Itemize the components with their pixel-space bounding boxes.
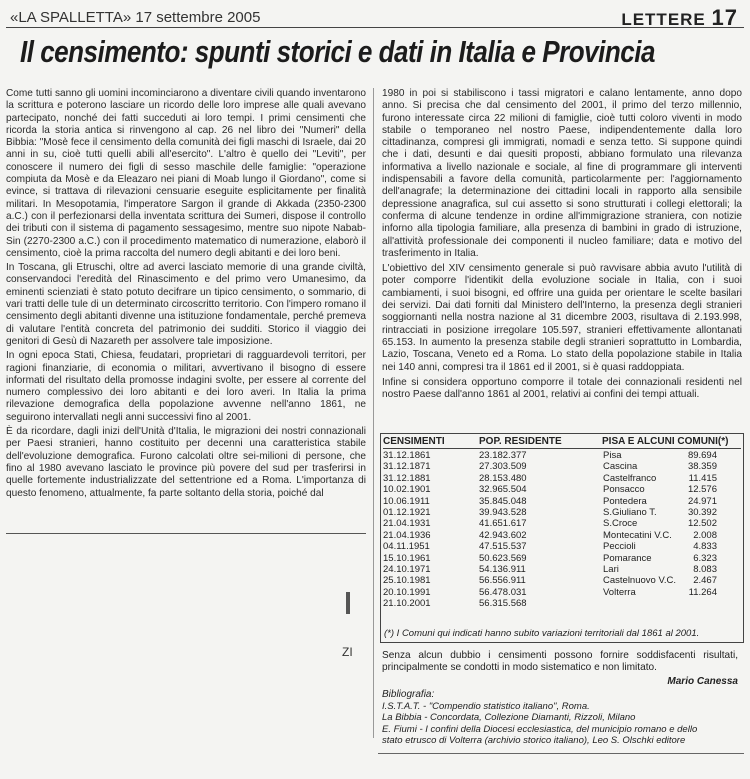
table-row	[383, 484, 741, 495]
census-date: 25.10.1981	[383, 575, 431, 587]
census-date: 31.12.1881	[383, 472, 431, 484]
table-row	[383, 461, 741, 472]
comune-population: 2.008	[693, 529, 717, 541]
census-population: 28.153.480	[479, 472, 527, 484]
masthead-divider	[6, 27, 744, 28]
comune-name: Castelfranco	[603, 472, 657, 484]
census-population: 32.965.504	[479, 484, 527, 496]
census-date: 21.04.1931	[383, 518, 431, 530]
census-population: 56.478.031	[479, 586, 527, 598]
census-population: 56.556.911	[479, 575, 526, 587]
left-paragraph: È da ricordare, dagli inizi dell'Unità d'Italia, le migrazioni dei nostri connazionali per Paesi stranieri, hanno costituito per decenni una caratteristica stabile dell'evoluzione demografica. Furono calcolati oltre sei-milioni di persone, che fino al 1980 avevano lasciato le province più povere del sud per trasferirsi in quelle fortemente industrializzate del settentrione ed a Roma. L'importanza di questo fenomeno, attualmente, fa parte soltanto della storia, poiché dal	[6, 426, 366, 499]
left-paragraph: In ogni epoca Stati, Chiesa, feudatari, proprietari di ragguardevoli territori, per ragioni finanziarie, di economia o militari, avvertivano il bisogno di essere informati del risultato della promosse indagini svolte, per essere al corrente del numero complessivo dei loro abitanti e dei loro averi. In Italia la prima rilevazione demografica della popolazione avvenne nell'anno 1861, ne seguirono intervallati negli anni successivi fino al 2001.	[6, 350, 366, 423]
closing-paragraph: Senza alcun dubbio i censimenti possono fornire soddisfacenti risultati, principalmente se condotti in modo sistematico e non limitato.	[382, 650, 738, 674]
masthead-left	[10, 9, 260, 26]
table-row	[383, 450, 741, 461]
comune-name: Ponsacco	[603, 484, 645, 496]
bibliography-entry: stato etrusco di Volterra (archivio storico italiano), Leo S. Olschki editore	[382, 734, 686, 746]
comune-name: Cascina	[603, 461, 638, 473]
comune-population: 11.264	[688, 586, 717, 598]
census-date: 10.02.1901	[383, 484, 431, 496]
table-row	[383, 575, 741, 586]
comune-name: Montecatini V.C.	[603, 529, 672, 541]
right-paragraph: 1980 in poi si stabiliscono i tassi migratori e calano lentamente, anno dopo anno. Si precisa che dal censimento del 2001, il primo del terzo millennio, furono interessate circa 22 milioni di famiglie, cioè tutti coloro viventi in modo stabile o temporaneo nel nostro Paese, indipendentemente dalla loro cittadinanza, compresi gli immigrati, nomadi e senza tetto. Si suppone quindi che i dati, desunti e dai quesiti proposti, abbiano formulato una rilevanza informativa a livello nazionale e sociale, al fine di programmare gli interventi indispensabili a favore della comunità, particolarmente per: l'aggiornamento dell'anagrafe; la determinazione dei cittadini locali in rapporto alla sensibile depressione anagrafica, sul cui assetto si sono strutturati i collegi elettorali; la conferma di alcune tendenze in ordine all'immigrazione straniera, con notizie inforno alla tipologia familiare, alla presenza di bambini in grado di istruzione, all'attività professionale dei componenti il nucleo familiare; data e motivo del trasferimento in Italia.	[382, 88, 742, 259]
header-censimenti: CENSIMENTI	[383, 436, 445, 447]
comune-name: Pisa	[603, 450, 622, 461]
census-population: 54.136.911	[479, 563, 526, 575]
census-population: 27.303.509	[479, 461, 527, 473]
issue-date: 17 settembre 2005	[135, 9, 261, 26]
left-paragraph: In Toscana, gli Etruschi, oltre ad averci lasciato memorie di una grande civiltà, conservandoci l'eredità del Rinascimento e del primo vero Umanesimo, da eminenti scienziati è stato potuto decifrare un tipico censimento, o sommario, di vari tratti delle tule di un determinato circoscritto territorio. Con l'impero romano il censimento degli abitanti divenne una istituzione fondamentale, perché premeva di valutare l'entità concreta del patrimonio dei sudditi. Storico il viaggio dei genitori di Gesù di Nazareth per assolvere tale imposizione.	[6, 262, 366, 347]
right-paragraph: L'obiettivo del XIV censimento generale si può ravvisare abbia avuto l'utilità di poter comporre l'identikit della evoluzione sociale in Italia, con i suoi cambiamenti, i suoi bisogni, ed offrire una guida per orientare le scelte basilari dei servizi. Dai dati forniti dal Ministero dell'Interno, la presenza degli stranieri soggiornanti nella nostra nazione al 31 dicembre 2003, risultava di 2.193.998, rintracciati in posizione irregolare 105.597, stranieri effettivamente allontanati 65.153. In aumento la presenza stabile degli stranieri soprattutto in Lombardia, Lazio, Toscana, Veneto ed a Roma. Lo stato della popolazione stabile in Italia nei 140 anni, compresi tra il 1861 ed il 2001, si è quasi raddoppiata.	[382, 263, 742, 373]
census-table	[380, 433, 744, 643]
comune-population: 4.833	[693, 541, 717, 553]
comune-population: 2.467	[693, 575, 717, 587]
table-row	[383, 530, 741, 541]
comune-name: Castelnuovo V.C.	[603, 575, 677, 587]
census-population: 35.845.048	[479, 495, 527, 507]
census-date: 10.06.1911	[383, 495, 430, 507]
census-date: 04.11.1951	[383, 541, 430, 553]
bibliography-entry: I.S.T.A.T. - "Compendio statistico italiano", Roma.	[382, 701, 590, 712]
table-row	[383, 496, 741, 507]
newspaper-name: «LA SPALLETTA»	[10, 9, 132, 26]
article-right-column	[382, 88, 742, 401]
census-date: 31.12.1871	[383, 461, 431, 473]
census-population: 23.182.377	[479, 450, 527, 461]
comune-population: 38.359	[687, 461, 717, 473]
comune-name: S.Croce	[603, 518, 638, 530]
table-row	[383, 587, 741, 598]
table-row	[383, 564, 741, 575]
bibliography-entry: La Bibbia - Concordata, Collezione Diamanti, Rizzoli, Milano	[382, 712, 636, 724]
census-population: 56.315.568	[479, 598, 527, 610]
article-left-column	[6, 88, 366, 500]
comune-population: 30.392	[687, 506, 717, 518]
census-rows	[383, 450, 741, 609]
table-row	[383, 507, 741, 518]
comune-population: 24.971	[687, 495, 717, 507]
census-date: 31.12.1861	[383, 450, 431, 461]
column-separator	[373, 88, 374, 738]
author-signature: Mario Canessa	[667, 676, 738, 687]
right-paragraph: Infine si considera opportuno comporre il totale dei connazionali residenti nel nostro Paese dall'anno 1861 al 2001, relativi ai confini dei tempi attuali.	[382, 376, 742, 401]
bibliography-title: Bibliografia:	[382, 689, 435, 700]
comune-population: 8.083	[693, 563, 717, 575]
census-date: 21.04.1936	[383, 529, 431, 541]
page-number: 17	[711, 5, 738, 30]
census-population: 39.943.528	[479, 506, 527, 518]
table-header-rule	[383, 448, 741, 449]
census-population: 50.623.569	[479, 552, 527, 564]
census-population: 42.943.602	[479, 529, 527, 541]
census-date: 21.10.2001	[383, 598, 431, 610]
census-population: 41.651.617	[479, 518, 527, 530]
census-date: 20.10.1991	[383, 586, 431, 598]
table-row	[383, 598, 741, 609]
table-row	[383, 473, 741, 484]
comune-name: Peccioli	[603, 541, 636, 553]
comune-population: 11.415	[688, 472, 717, 484]
table-row	[383, 518, 741, 529]
comune-population: 12.502	[687, 518, 717, 530]
bibliography	[382, 701, 742, 746]
comune-name: Lari	[603, 563, 619, 575]
left-column-end-rule	[6, 533, 366, 534]
header-pop-residente: POP. RESIDENTE	[479, 436, 562, 447]
comune-name: Volterra	[603, 586, 636, 598]
section-name: LETTERE	[621, 10, 706, 29]
comune-population: 6.323	[693, 552, 717, 564]
census-population: 47.515.537	[479, 541, 527, 553]
table-row	[383, 541, 741, 552]
margin-text: ZI	[342, 645, 353, 659]
bibliography-entry: E. Fiumi - I confini della Diocesi ecclesiastica, del municipio romano e dello	[382, 723, 698, 735]
comune-name: Pomarance	[603, 552, 652, 564]
comune-name: S.Giuliano T.	[603, 506, 657, 518]
table-row	[383, 553, 741, 564]
comune-population: 12.576	[687, 484, 717, 496]
comune-name: Pontedera	[603, 495, 647, 507]
article-headline: Il censimento: spunti storici e dati in Italia e Provincia	[20, 34, 655, 69]
census-date: 15.10.1961	[383, 552, 431, 564]
left-paragraph: Come tutti sanno gli uomini incominciarono a diventare civili quando inventarono la scrittura e poterono lasciare un ricordo delle loro imprese alle quali avevano partecipato, nonché dei fatti succeduti ai loro tempi. I primi censimenti che ricorda la storia antica si rinvengono al cap. 26 nel libro dei "Numeri" della Bibbia: "Mosè fece il censimento della comunità dei figli maschi di Israele, dai 20 anni in su, cioè tutti quelli abili all'esercito". L'altro è quello dei "Leviti", per conoscere il numero dei figli di sesso maschile delle famiglie: "operazione compiuta da Mosè e da Eleazaro nei piani di Moab lungo il Giordano", come si evince, si trattava di rilevazioni censuarie eseguite esplicitamente per finalità militari. In Mesopotamia, l'imperatore Sargon il grande di Akkada (2350-2300 a.C.) con il perfezionarsi della inventata scrittura dei Sumeri, dispose il controllo dei tributi con il sistema di pagamento sessagesimo, mentre suo nipote Nabab-Sin (2270-2300 a.C.) con il procedimento matematico di numerazione, elaborò il censimento, cioè la prima raccolta del numero degli abitanti e dei loro beni.	[6, 88, 366, 259]
header-comuni: PISA E ALCUNI COMUNI(*)	[602, 436, 729, 447]
bottom-rule	[378, 753, 744, 754]
census-date: 24.10.1971	[383, 563, 431, 575]
table-footnote: (*) I Comuni qui indicati hanno subito variazioni territoriali dal 1861 al 2001.	[384, 628, 700, 639]
margin-mark	[346, 592, 350, 614]
census-date: 01.12.1921	[383, 506, 431, 518]
comune-population: 89.694	[687, 450, 717, 461]
